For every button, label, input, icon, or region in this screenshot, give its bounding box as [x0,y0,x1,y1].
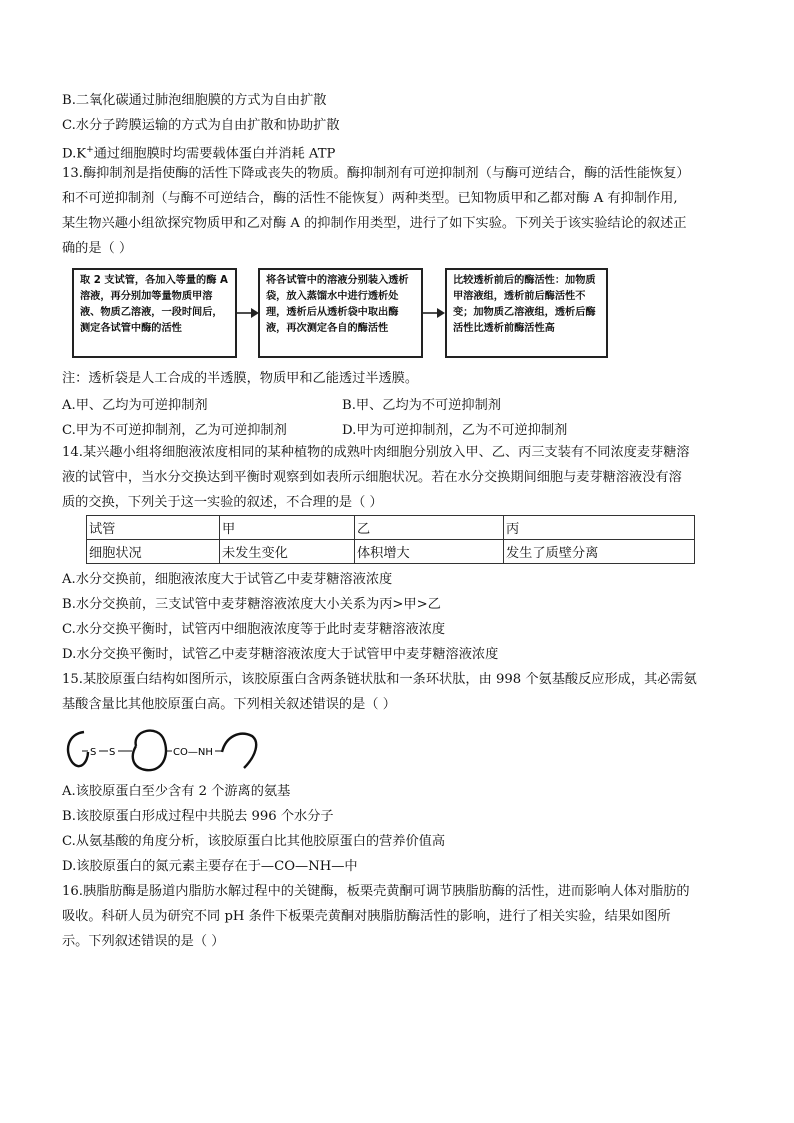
cell-status-table [86,515,695,564]
table-cell: 体积增大 [355,540,504,564]
q15-option-d: D.该胶原蛋白的氮元素主要存在于—CO—NH—中 [62,859,358,874]
q16-stem-line: 示。下列叙述错误的是（ ） [62,934,225,949]
q13-note: 注：透析袋是人工合成的半透膜，物质甲和乙能透过半透膜。 [62,371,419,386]
q13-stem-line: 和不可逆抑制剂（与酶不可逆结合，酶的活性不能恢复）两种类型。已知物质甲和乙都对酶 A 有抑制作用, [62,191,678,206]
q14-stem-line: 14.某兴趣小组将细胞液浓度相同的某种植物的成熟叶肉细胞分别放入甲、乙、丙三支装有不同浓度麦芽糖溶 [62,445,690,460]
q12-option-d-text: 通过细胞膜时均需要载体蛋白并消耗 ATP [93,146,336,162]
table-cell: 丙 [504,516,695,540]
q13-option-d: D.甲为可逆抑制剂，乙为不可逆抑制剂 [342,423,568,438]
q13-option-b: B.甲、乙均为不可逆抑制剂 [342,398,501,413]
q12-option-b: B.二氧化碳通过肺泡细胞膜的方式为自由扩散 [62,93,327,108]
flow-arrow-1 [236,305,260,321]
disulfide-s2: S [109,747,116,758]
table-cell: 细胞状况 [87,540,220,564]
q12-option-c: C.水分子跨膜运输的方式为自由扩散和协助扩散 [62,118,340,133]
q13-stem-line: 确的是（ ） [62,241,133,256]
flow-step-3: 比较透析前后的酶活性：加物质甲溶液组，透析前后酶活性不变；加物质乙溶液组，透析后酶活性比透析前酶活性高 [445,268,608,358]
flow-step-2: 将各试管中的溶液分别装入透析袋，放入蒸馏水中进行透析处理，透析后从透析袋中取出酶液，再次测定各自的酶活性 [258,268,423,358]
table-cell: 乙 [355,516,504,540]
collagen-structure-diagram [62,722,267,780]
q13-stem-line: 13.酶抑制剂是指使酶的活性下降或丧失的物质。酶抑制剂有可逆抑制剂（与酶可逆结合，酶的活性能恢复） [62,166,690,181]
q12-option-d-superscript: + [86,145,94,155]
q12-option-d [62,141,335,163]
q14-option-a: A.水分交换前，细胞液浓度大于试管乙中麦芽糖溶液浓度 [62,572,393,587]
q14-stem-line: 液的试管中，当水分交换达到平衡时观察到如表所示细胞状况。若在水分交换期间细胞与麦芽糖溶液没有溶 [62,470,682,485]
q16-stem-line: 吸收。科研人员为研究不同 pH 条件下板栗壳黄酮对胰脂肪酶活性的影响，进行了相关实验，结果如图所 [62,909,671,924]
q13-stem-line: 某生物兴趣小组欲探究物质甲和乙对酶 A 的抑制作用类型，进行了如下实验。下列关于该实验结论的叙述正 [62,216,687,231]
cyclic-peptide-ring [133,731,166,771]
flow-arrow-2 [422,305,446,321]
q13-option-a: A.甲、乙均为可逆抑制剂 [62,398,208,413]
q15-stem-line: 15.某胶原蛋白结构如图所示，该胶原蛋白含两条链状肽和一条环状肽，由 998 个氨基酸反应形成，其必需氨 [62,672,697,687]
q15-option-b: B.该胶原蛋白形成过程中共脱去 996 个水分子 [62,809,334,824]
table-header-row [87,516,695,540]
table-cell: 发生了质壁分离 [504,540,695,564]
table-row [87,540,695,564]
q12-option-d-prefix: D.K [62,146,87,162]
q16-stem-line: 16.胰脂肪酶是肠道内脂肪水解过程中的关键酶，板栗壳黄酮可调节胰脂肪酶的活性，进而影响人体对脂肪的 [62,884,690,899]
q14-option-d: D.水分交换平衡时，试管乙中麦芽糖溶液浓度大于试管甲中麦芽糖溶液浓度 [62,647,499,662]
table-cell: 甲 [220,516,355,540]
q14-stem-line: 质的交换，下列关于这一实验的叙述，不合理的是（ ） [62,495,383,510]
flow-step-1: 取 2 支试管，各加入等量的酶 A 溶液，再分别加等量物质甲溶液、物质乙溶液，一段时间后，测定各试管中酶的活性 [72,268,237,358]
q13-option-c: C.甲为不可逆抑制剂，乙为可逆抑制剂 [62,423,287,438]
table-cell: 未发生变化 [220,540,355,564]
q15-option-a: A.该胶原蛋白至少含有 2 个游离的氨基 [62,784,291,799]
table-cell: 试管 [87,516,220,540]
peptide-bond-label: CO—NH [173,747,213,758]
q15-stem-line: 基酸含量比其他胶原蛋白高。下列相关叙述错误的是（ ） [62,697,396,712]
chain-curve-right [222,734,256,768]
q14-option-b: B.水分交换前，三支试管中麦芽糖溶液浓度大小关系为丙>甲>乙 [62,597,441,612]
q14-option-c: C.水分交换平衡时，试管丙中细胞液浓度等于此时麦芽糖溶液浓度 [62,622,446,637]
disulfide-s1: S [90,747,97,758]
chain-curve-left [68,732,88,766]
q15-option-c: C.从氨基酸的角度分析，该胶原蛋白比其他胶原蛋白的营养价值高 [62,834,446,849]
